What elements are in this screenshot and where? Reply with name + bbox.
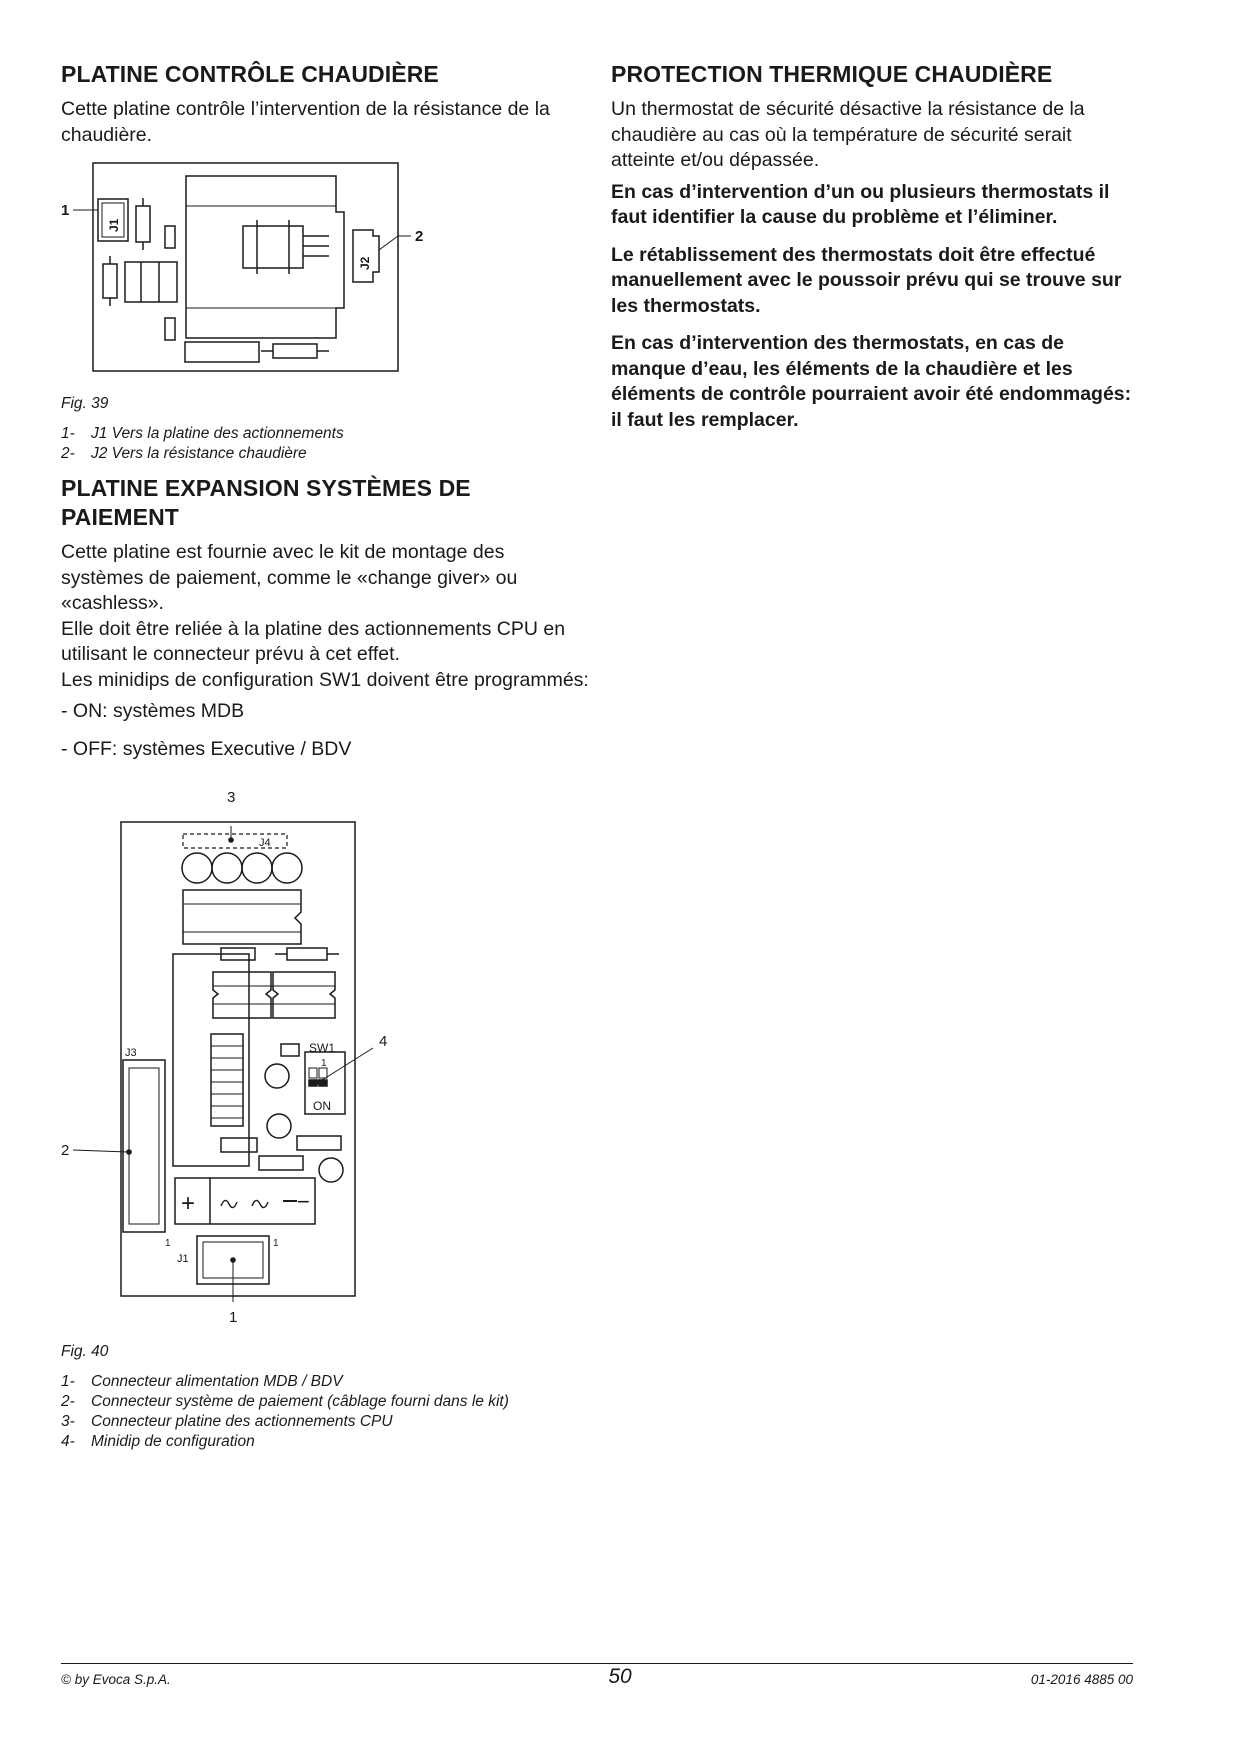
fig40-label-2: 2: [61, 1142, 70, 1159]
figure-40-legend: [61, 1372, 591, 1452]
warning-paragraph-2: Le rétablissement des thermostats doit être effectué manuellement avec le poussoir prévu qui se trouve sur les thermostats.: [611, 243, 1122, 317]
legend-item: 4- Minidip de configuration: [61, 1433, 255, 1450]
fig40-on: ON: [313, 1099, 331, 1113]
section-body-protection-thermique: Un thermostat de sécurité désactive la résistance de la chaudière au cas où la température de sécurité serait atteinte et/ou dépassée.: [611, 98, 1085, 171]
section-title-platine-controle: PLATINE CONTRÔLE CHAUDIÈRE: [61, 61, 439, 87]
fig40-j1-pin1-left: 1: [165, 1238, 171, 1249]
legend-item: 1- J1 Vers la platine des actionnements: [61, 425, 344, 442]
fig39-label-1: 1: [61, 202, 70, 219]
section-title-protection-thermique: PROTECTION THERMIQUE CHAUDIÈRE: [611, 61, 1053, 87]
fig40-j3: J3: [125, 1047, 137, 1059]
section-title-platine-expansion: PLATINE EXPANSION SYSTÈMES DE PAIEMENT: [61, 475, 471, 530]
config-item-off: - OFF: systèmes Executive / BDV: [61, 737, 352, 760]
fig40-label-4: 4: [379, 1033, 388, 1050]
section-body-platine-expansion-3: Les minidips de configuration SW1 doivent être programmés:: [61, 668, 589, 691]
legend-item: 2- Connecteur système de paiement (câblage fourni dans le kit): [61, 1393, 509, 1410]
figure-39-legend: [61, 424, 591, 464]
left-column: [61, 60, 591, 1452]
section-body-platine-expansion-1: Cette platine est fournie avec le kit de montage des systèmes de paiement, comme le «change giver» ou «cashless».: [61, 541, 518, 614]
fig40-j1: J1: [177, 1253, 189, 1265]
connector-j2: [353, 230, 379, 282]
legend-item: 3- Connecteur platine des actionnements CPU: [61, 1413, 393, 1430]
board-outline: [121, 822, 355, 1296]
warning-paragraph-1: En cas d’intervention d’un ou plusieurs thermostats il faut identifier la cause du problème et l’éliminer.: [611, 180, 1110, 228]
figure-39-caption: Fig. 39: [61, 395, 109, 412]
fig39-label-2: 2: [415, 228, 424, 245]
right-column: [611, 60, 1141, 433]
warning-paragraph-3: En cas d’intervention des thermostats, en cas de manque d’eau, les éléments de la chaudière et les éléments de contrôle pourraient avoir été endommagés: il faut les remplacer.: [611, 332, 1132, 431]
connector-j4: [183, 834, 287, 848]
fig40-j4: J4: [259, 837, 271, 849]
legend-item: 2- J2 Vers la résistance chaudière: [61, 445, 307, 462]
fig39-conn-j2: J2: [358, 256, 372, 270]
footer-doc-ref: 01-2016 4885 00: [1030, 1672, 1133, 1687]
section-body-platine-controle: Cette platine contrôle l’intervention de la résistance de la chaudière.: [61, 98, 550, 146]
page-number: 50: [608, 1665, 632, 1688]
footer-rule: [61, 1663, 1133, 1664]
figure-40-expansion-board: [61, 782, 481, 1338]
figure-39-circuit-board: [61, 160, 591, 382]
fig40-label-1: 1: [229, 1309, 238, 1326]
config-item-on: - ON: systèmes MDB: [61, 700, 245, 722]
fig40-label-3: 3: [227, 789, 236, 806]
fig40-term-plus: +: [181, 1190, 196, 1217]
fig40-term-minus: −: [297, 1189, 310, 1214]
footer-copyright: © by Evoca S.p.A.: [61, 1672, 171, 1687]
fig40-sw1: SW1: [309, 1041, 336, 1055]
fig40-sw-pin1: 1: [321, 1058, 327, 1069]
legend-item: 1- Connecteur alimentation MDB / BDV: [61, 1373, 343, 1390]
fig40-j1-pin1-right: 1: [273, 1238, 279, 1249]
section-body-platine-expansion-2: Elle doit être reliée à la platine des actionnements CPU en utilisant le connecteur prévu à cet effet.: [61, 617, 566, 665]
fig39-conn-j1: J1: [107, 218, 121, 232]
figure-40-caption: Fig. 40: [61, 1343, 109, 1360]
